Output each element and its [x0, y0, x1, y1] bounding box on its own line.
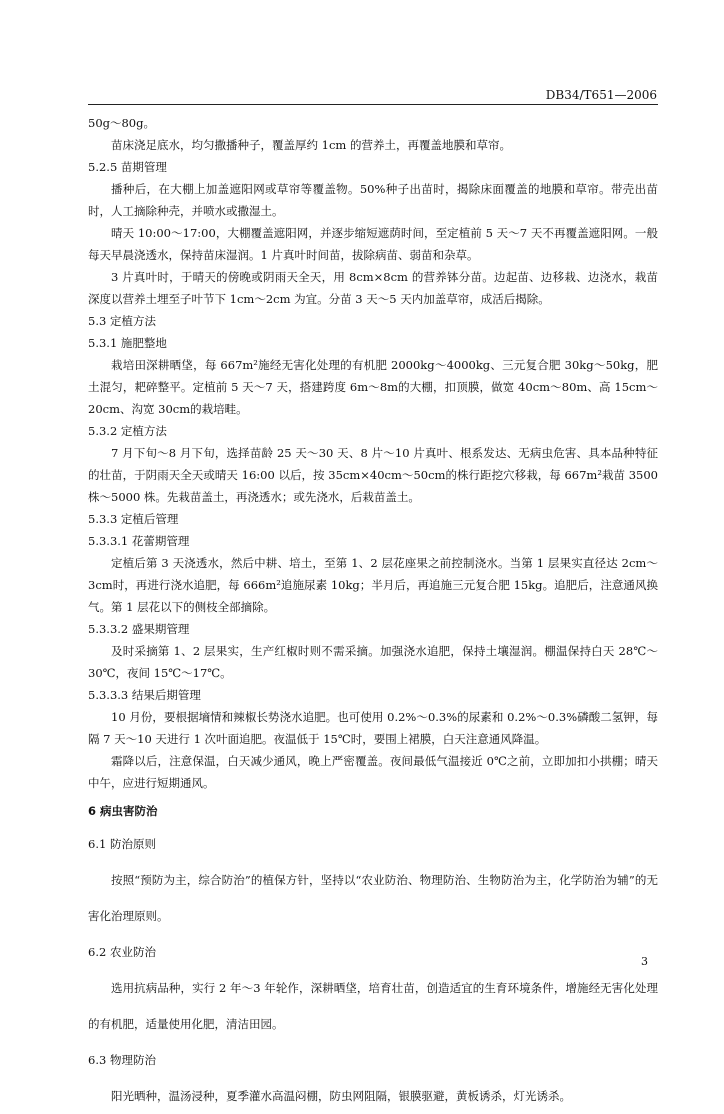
heading-5-3-3-1: 5.3.3.1 花蕾期管理 [88, 534, 190, 548]
heading-5-3-3-2: 5.3.3.2 盛果期管理 [88, 622, 190, 636]
heading-5-3-3-3: 5.3.3.3 结果后期管理 [88, 688, 201, 702]
heading-6-2: 6.2 农业防治 [88, 945, 156, 959]
paragraph-transplant: 3 片真叶时，于晴天的傍晚或阴雨天全天，用 8cm×8cm 的营养钵分苗。边起苗、边移栽、边浇水，栽苗深度以营养土埋至子叶节下 1cm～2cm 为宜。分苗 3 天～5 天内加盖草帘，成活后揭除。 [88, 270, 658, 306]
paragraph-fruit-stage: 及时采摘第 1、2 层果实，生产红椒时则不需采摘。加强浇水追肥，保持土壤湿润。棚温保持白天 28℃～30℃，夜间 15℃～17℃。 [88, 644, 658, 680]
heading-5-3-2: 5.3.2 定植方法 [88, 424, 167, 438]
paragraph-principle: 按照“预防为主，综合防治”的植保方针，坚持以“农业防治、物理防治、生物防治为主，化学防治为辅”的无害化治理原则。 [88, 873, 658, 923]
heading-5-3-3: 5.3.3 定植后管理 [88, 512, 179, 526]
paragraph-sowing: 播种后，在大棚上加盖遮阳网或草帘等覆盖物。50%种子出苗时，揭除床面覆盖的地膜和草帘。带壳出苗时，人工摘除种壳，并喷水或撒湿土。 [88, 182, 658, 218]
paragraph-agricultural-control: 选用抗病品种，实行 2 年～3 年轮作，深耕晒垡，培育壮苗，创造适宜的生育环境条件，增施经无害化处理的有机肥，适量使用化肥，清洁田园。 [88, 981, 658, 1031]
paragraph-frost: 霜降以后，注意保温，白天减少通风，晚上严密覆盖。夜间最低气温接近 0℃之前，立即加扣小拱棚；晴天中午，应进行短期通风。 [88, 754, 658, 790]
paragraph-physical-control: 阳光晒种，温汤浸种，夏季灌水高温闷棚，防虫网阻隔，银膜驱避，黄板诱杀，灯光诱杀。 [111, 1089, 571, 1103]
heading-6: 6 病虫害防治 [88, 804, 158, 818]
paragraph-late-stage: 10 月份，要根据墒情和辣椒长势浇水追肥。也可使用 0.2%～0.3%的尿素和 0.2%～0.3%磷酸二氢钾，每隔 7 天～10 天进行 1 次叶面追肥。夜温低于 15℃时，要围上裙膜，白天注意通风降温。 [88, 710, 658, 746]
heading-5-2-5: 5.2.5 苗期管理 [88, 160, 167, 174]
paragraph-bed-water: 苗床浇足底水，均匀撒播种子，覆盖厚约 1cm 的营养土，再覆盖地膜和草帘。 [111, 138, 511, 152]
paragraph-seed-amount: 50g～80g。 [88, 116, 155, 130]
document-body [88, 112, 658, 1114]
page-number: 3 [641, 955, 648, 968]
heading-6-3: 6.3 物理防治 [88, 1053, 156, 1067]
heading-6-1: 6.1 防治原则 [88, 837, 156, 851]
paragraph-sunny: 晴天 10:00～17:00，大棚覆盖遮阳网，并逐步缩短遮荫时间，至定植前 5 天～7 天不再覆盖遮阳网。一般每天早晨浇透水，保持苗床湿润。1 片真叶时间苗，拔除病苗、弱苗和杂草。 [88, 226, 658, 262]
paragraph-bud-stage: 定植后第 3 天浇透水，然后中耕、培土，至第 1、2 层花座果之前控制浇水。当第 1 层果实直径达 2cm～3cm时，再进行浇水追肥，每 666m²追施尿素 10kg；半月后，再追施三元复合肥 15kg。追肥后，注意通风换气。第 1 层花以下的侧枝全部摘除。 [88, 556, 658, 614]
heading-5-3-1: 5.3.1 施肥整地 [88, 336, 167, 350]
paragraph-planting: 7 月下旬～8 月下旬，选择苗龄 25 天～30 天、8 片～10 片真叶、根系发达、无病虫危害、具本品种特征的壮苗，于阴雨天全天或晴天 16:00 以后，按 35cm×40cm～50cm的株行距挖穴移栽，每 667m²栽苗 3500 株～5000 株。先栽苗盖土，再浇透水；或先浇水，后栽苗盖土。 [88, 446, 658, 504]
header-rule [88, 104, 658, 105]
heading-5-3: 5.3 定植方法 [88, 314, 156, 328]
document-code: DB34/T651—2006 [545, 88, 657, 102]
paragraph-fertilize: 栽培田深耕晒垡，每 667m²施经无害化处理的有机肥 2000kg～4000kg、三元复合肥 30kg～50kg，肥土混匀，耙碎整平。定植前 5 天～7 天，搭建跨度 6m～8m的大棚，扣顶膜，做宽 40cm～80m、高 15cm～20cm、沟宽 30cm的栽培畦。 [88, 358, 658, 416]
